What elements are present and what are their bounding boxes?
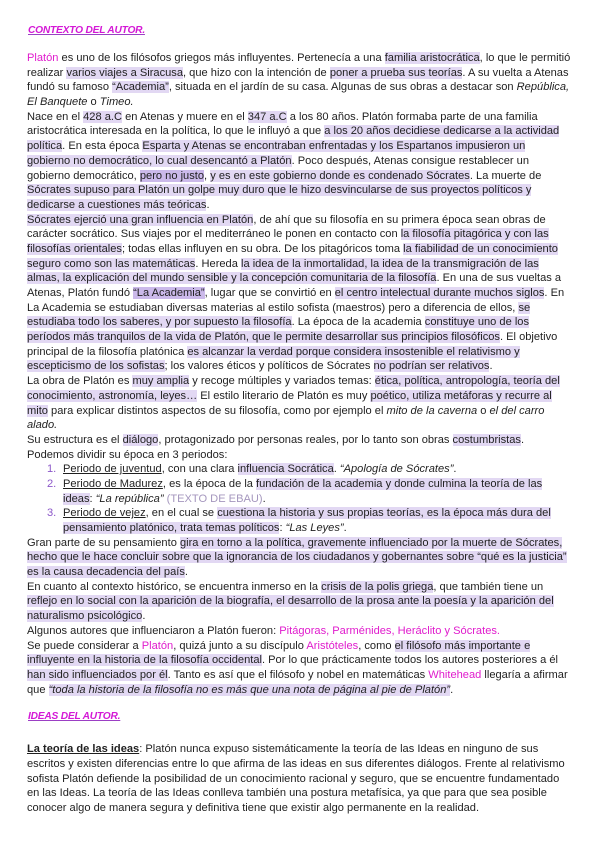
italic-text: República, xyxy=(516,81,570,94)
highlighted-text: la idea de la inmortalidad, la idea de la transmigración de las xyxy=(240,257,539,270)
text-line xyxy=(27,404,578,419)
text-line xyxy=(27,345,578,360)
text-line xyxy=(27,683,578,698)
highlighted-text: la filosofía pitagórica y con las xyxy=(400,228,549,241)
text-line xyxy=(27,389,578,404)
text-run: , que también tiene un xyxy=(433,580,544,593)
text-run: . xyxy=(453,463,457,476)
text-run: : Platón nunca expuso sistemáticamente la teoría de las Ideas en ninguno de sus xyxy=(139,743,539,756)
highlighted-text: el filósofo más importante e xyxy=(394,639,531,652)
text-line xyxy=(27,374,578,389)
highlighted-text: crisis de la polis griega xyxy=(321,580,434,593)
paragraph xyxy=(27,433,578,462)
text-line xyxy=(27,757,578,772)
text-line xyxy=(27,95,578,110)
text-run: . La época de la academia xyxy=(291,316,425,329)
text-line xyxy=(27,139,578,154)
text-run: es uno de los filósofos griegos más influyentes. Pertenecía a una xyxy=(58,52,385,64)
text-run: . xyxy=(450,683,454,696)
highlighted-text: dedicarse a cuestiones más teóricas xyxy=(27,198,207,211)
text-line xyxy=(63,492,578,507)
text-run: Su estructura es el xyxy=(27,433,123,446)
accent-name: Pitágoras, Parménides, Heráclito y Sócrates. xyxy=(279,624,500,637)
text-line xyxy=(27,286,578,301)
text-run: Atenas, Platón fundó xyxy=(27,287,134,299)
text-line xyxy=(27,359,578,374)
text-run: . xyxy=(343,522,347,534)
paragraph xyxy=(27,374,578,433)
text-run: Algunos autores que influenciaron a Platón fueron: xyxy=(27,624,280,637)
text-line xyxy=(27,594,578,609)
highlighted-text: influyente en la historia de la filosofía occidental xyxy=(27,654,262,667)
document-section xyxy=(27,710,578,815)
text-line xyxy=(27,580,578,595)
text-run: : xyxy=(279,522,286,534)
text-line xyxy=(27,653,578,668)
highlighted-text: naturalismo psicológico xyxy=(27,610,143,623)
exam-note: (TEXTO DE EBAU) xyxy=(163,492,263,505)
text-line xyxy=(27,448,578,463)
list-item xyxy=(27,462,578,477)
text-line xyxy=(27,124,578,139)
paragraph xyxy=(27,213,578,375)
section-heading: CONTEXTO DEL AUTOR. xyxy=(28,25,145,36)
accent-name: Platón xyxy=(141,639,174,652)
highlighted-text: fundación de la academia y donde culmina la teoría de las xyxy=(256,477,543,490)
highlighted-text: diálogo xyxy=(122,433,159,446)
text-run: . Poco después, Atenas consigue restablecer un xyxy=(291,154,530,167)
text-line xyxy=(27,742,578,757)
underlined-period-title: Periodo de juventud xyxy=(63,463,162,476)
strong-highlight-text: pero no justo xyxy=(139,169,205,182)
highlighted-text: gira en torno a la política, gravemente influenciado por la muerte de Sócrates, xyxy=(179,536,563,549)
text-run: . A su vuelta a Atenas xyxy=(462,66,569,79)
text-run: Se puede considerar a xyxy=(27,639,142,652)
bold-underlined-term: La teoría de las ideas xyxy=(27,743,140,756)
highlighted-text: 428 a.C xyxy=(83,110,122,123)
text-run: , protagonizado por personas reales, por lo tanto son obras xyxy=(158,433,453,446)
italic-text: alado. xyxy=(27,419,58,432)
text-run: escritos y existen diferencias entre lo que afirma de las ideas en sus diferentes diálogos. Frente al relativismo xyxy=(27,757,565,770)
paragraph xyxy=(27,742,578,815)
text-run: . xyxy=(142,610,146,623)
highlighted-text: seguro como son las matemáticas xyxy=(27,257,196,270)
text-run: en Atenas y muere en el xyxy=(121,110,248,123)
text-line xyxy=(27,154,578,169)
list-marker: 1. xyxy=(47,463,57,476)
text-run: . xyxy=(489,360,493,373)
text-line xyxy=(27,609,578,624)
text-line xyxy=(63,477,578,492)
highlighted-text: filosofías orientales xyxy=(27,242,122,255)
text-run: fundó su famoso xyxy=(27,81,113,94)
text-line xyxy=(27,801,578,816)
text-line xyxy=(27,536,578,551)
text-run: . xyxy=(206,198,210,211)
text-run: El estilo literario de Platón es muy xyxy=(197,389,371,402)
text-run: , situada en el jardín de su casa. Algunas de sus obras a destacar son xyxy=(168,81,517,94)
text-line xyxy=(27,183,578,198)
text-run: gobierno democrático, xyxy=(27,169,140,182)
list-item xyxy=(27,477,578,506)
paragraph xyxy=(27,536,578,580)
highlighted-text: varios viajes a Siracusa xyxy=(66,66,184,79)
text-line xyxy=(27,198,578,213)
text-run: . En una de sus vueltas a xyxy=(436,272,562,285)
text-line xyxy=(27,213,578,228)
highlighted-text: costumbristas xyxy=(452,433,521,446)
highlighted-text: es la causa decadencia del país xyxy=(27,566,185,579)
text-run: , es la época de la xyxy=(162,477,257,490)
highlighted-text: Esparta y Atenas se encontraban enfrentadas y los Espartanos impusieron un xyxy=(142,140,526,153)
text-run: ; los valores éticos y políticos de Sócrates xyxy=(164,360,374,373)
highlighted-text: hecho que le hace concluir sobre que la ignorancia de los ciudadanos y gobernantes sobre “qué es la justicia” xyxy=(27,551,567,564)
text-run: . La muerte de xyxy=(469,169,542,182)
text-line xyxy=(27,639,578,654)
text-run: . En xyxy=(544,287,565,299)
period-list xyxy=(27,462,578,535)
text-line xyxy=(27,550,578,565)
italic-text: “La república” xyxy=(95,492,164,505)
text-run: , lo que le permitió xyxy=(479,52,571,64)
highlighted-text: han sido influenciados por él xyxy=(27,668,168,681)
highlighted-text: y es en este gobierno donde es condenado Sócrates xyxy=(210,169,470,182)
highlighted-text: pensamiento platónico, trata temas políticos xyxy=(63,522,280,534)
highlighted-text: ética, política, antropología, teoría del xyxy=(374,375,560,388)
highlighted-text: Sócrates supuso para Platón un golpe muy duro que le hizo desvincularse de sus proyectos políticos y xyxy=(27,184,532,197)
text-line xyxy=(63,506,578,521)
accent-name: Platón xyxy=(27,52,59,64)
text-run: . xyxy=(333,463,340,476)
text-run: , de ahí que su filosofía en su primera época sean obras de xyxy=(253,213,546,226)
text-line xyxy=(27,80,578,95)
strong-highlight-text: “La Academia” xyxy=(133,287,205,299)
text-line xyxy=(27,668,578,683)
highlighted-text: Sócrates ejerció una gran influencia en Platón xyxy=(27,213,254,226)
text-run: Podemos dividir su época en 3 periodos: xyxy=(27,448,228,461)
text-line xyxy=(27,271,578,286)
highlighted-text: es alcanzar la verdad porque considera insostenible el relativismo y xyxy=(187,345,520,358)
highlighted-text: se xyxy=(518,301,531,314)
paragraph xyxy=(27,110,578,213)
text-run: . xyxy=(520,433,525,446)
text-run: . xyxy=(262,492,266,505)
italic-text: “Las Leyes” xyxy=(285,522,344,534)
text-run: realizar xyxy=(27,66,67,79)
text-run: en las Ideas. La teoría de las Ideas conlleva también una postura metafísica, ya que para que sea posible xyxy=(27,787,547,800)
document-section xyxy=(27,24,578,697)
list-item xyxy=(27,506,578,535)
text-run: o xyxy=(87,96,100,109)
highlighted-text: almas, la explicación del mundo sensible y la concepción comunitaria de la filosofía xyxy=(27,272,437,285)
highlighted-text: constituye uno de los xyxy=(424,316,530,329)
section-heading: IDEAS DEL AUTOR. xyxy=(28,711,121,723)
text-line xyxy=(27,418,578,433)
highlighted-text: familia aristocrática xyxy=(384,52,480,64)
paragraph xyxy=(27,580,578,624)
text-run: ; todas ellas influyen en su obra. De los pitagóricos toma xyxy=(121,242,404,255)
text-run: conocer algo de manera segura y definitiva tiene que existir algo permanente en la realidad. xyxy=(27,802,480,814)
highlighted-italic-quote: “toda la historia de la filosofía no es más que una nota de página al pie de Platón” xyxy=(48,683,451,696)
text-run: carácter socrático. Sus viajes por el mediterráneo le ponen en contacto con xyxy=(27,228,401,241)
text-line xyxy=(27,565,578,580)
text-run: , que hizo con la intención de xyxy=(183,66,330,79)
highlighted-text: “Academia” xyxy=(112,81,169,94)
highlighted-text: mito xyxy=(27,404,48,417)
text-run: o xyxy=(477,404,490,417)
highlighted-text: política xyxy=(27,140,63,153)
text-line xyxy=(27,772,578,787)
highlighted-text: a los 20 años decidiese dedicarse a la actividad xyxy=(324,125,560,138)
text-line xyxy=(27,315,578,330)
text-run: para explicar distintos aspectos de su filosofía, como por ejemplo el xyxy=(47,404,387,417)
text-run: En cuanto al contexto histórico, se encuentra inmerso en la xyxy=(27,580,322,593)
highlighted-text: ideas xyxy=(63,492,90,505)
text-run: aristocrática interesada en la política, lo que le influyó a que xyxy=(27,125,325,138)
text-run: , con una clara xyxy=(161,463,238,476)
text-run: principal de la filosofía platónica xyxy=(27,345,188,358)
text-run: Nace en el xyxy=(27,110,84,123)
highlighted-text: cuestiona la historia y sus propias teorías, es la época más dura del xyxy=(217,507,551,520)
highlighted-text: gobierno no democrático, lo cual desencantó a Platón xyxy=(27,154,292,167)
text-run: . Tanto es así que el filósofo y nobel en matemáticas xyxy=(167,668,429,681)
text-run: , lugar que se convirtió en xyxy=(204,287,335,299)
text-line xyxy=(27,786,578,801)
text-line xyxy=(27,110,578,125)
text-line xyxy=(27,624,578,639)
text-run: . Por lo que prácticamente todos los autores posteriores a él xyxy=(261,654,558,667)
italic-text: mito de la caverna xyxy=(386,404,478,417)
text-run: llegaría a afirmar xyxy=(481,668,568,681)
paragraph xyxy=(27,639,578,698)
highlighted-text: la fiabilidad de un conocimiento xyxy=(403,242,558,255)
text-line xyxy=(27,257,578,272)
highlighted-text: el centro intelectual durante muchos siglos xyxy=(334,287,545,299)
text-line xyxy=(27,227,578,242)
text-run: . xyxy=(184,566,188,579)
italic-text: El Banquete xyxy=(27,96,88,109)
text-run: . El objetivo xyxy=(499,331,558,344)
italic-text: el del carro xyxy=(489,404,545,417)
list-marker: 2. xyxy=(47,477,57,490)
highlighted-text: escepticismo de los sofistas xyxy=(27,360,165,373)
highlighted-text: conocimiento, astronomía, leyes… xyxy=(27,389,198,402)
highlighted-text: reflejo en lo social con la aparición de la biografía, el desarrollo de la prosa ante la poesía y la aparición del xyxy=(27,595,554,608)
text-run: La obra de Platón es xyxy=(27,375,133,388)
highlighted-text: no podrían ser relativos xyxy=(373,360,490,373)
text-run: a los 80 años. Platón formaba parte de una familia xyxy=(286,110,538,123)
highlighted-text: períodos más tranquilos de la vida de Platón, que le permite desarrollar sus principios filosóficos xyxy=(27,331,500,344)
highlighted-text: poner a prueba sus teorías xyxy=(329,66,463,79)
text-line xyxy=(27,330,578,345)
paragraph xyxy=(27,51,578,110)
underlined-period-title: Periodo de Madurez xyxy=(63,477,163,490)
text-line xyxy=(27,242,578,257)
accent-name: Aristóteles xyxy=(306,639,359,652)
text-line xyxy=(27,301,578,316)
text-run: que xyxy=(27,683,49,696)
text-run: . Hereda xyxy=(195,257,241,270)
text-run: , xyxy=(204,169,211,182)
text-run: Gran parte de su pensamiento xyxy=(27,536,180,549)
text-line xyxy=(27,169,578,184)
text-run: : xyxy=(89,492,96,505)
italic-text: Timeo. xyxy=(99,96,134,109)
highlighted-text: poético, utiliza metáforas y recurre al xyxy=(370,389,552,402)
text-run: y recoge múltiples y variados temas: xyxy=(189,375,375,388)
text-run: , como xyxy=(358,639,395,652)
accent-name: Whitehead xyxy=(428,668,482,681)
text-run: . En esta época xyxy=(62,140,143,153)
text-line xyxy=(27,66,578,81)
paragraph xyxy=(27,624,578,639)
highlighted-text: muy amplia xyxy=(132,375,190,388)
italic-text: “Apología de Sócrates” xyxy=(339,463,454,476)
text-line xyxy=(27,433,578,448)
text-line xyxy=(63,462,578,477)
highlighted-text: 347 a.C xyxy=(247,110,287,123)
highlighted-text: influencia Socrática xyxy=(237,463,334,476)
list-marker: 3. xyxy=(47,507,57,520)
text-run: , en el cual se xyxy=(145,507,218,520)
highlighted-text: estudiaba todo los saberes, y por supuesto la filosofía xyxy=(27,316,292,329)
underlined-period-title: Periodo de vejez xyxy=(63,507,146,520)
text-run: La Academia se estudiaban diversas materias al estilo sofista (maestros) pero a diferencia de ellos, xyxy=(27,301,519,314)
text-run: , quizá junto a su discípulo xyxy=(173,639,307,652)
text-line xyxy=(27,51,578,66)
text-line xyxy=(63,521,578,536)
text-run: sofista Platón defiende la posibilidad de un conocimiento racional y seguro, que se encuentre fundamentado xyxy=(27,772,560,785)
